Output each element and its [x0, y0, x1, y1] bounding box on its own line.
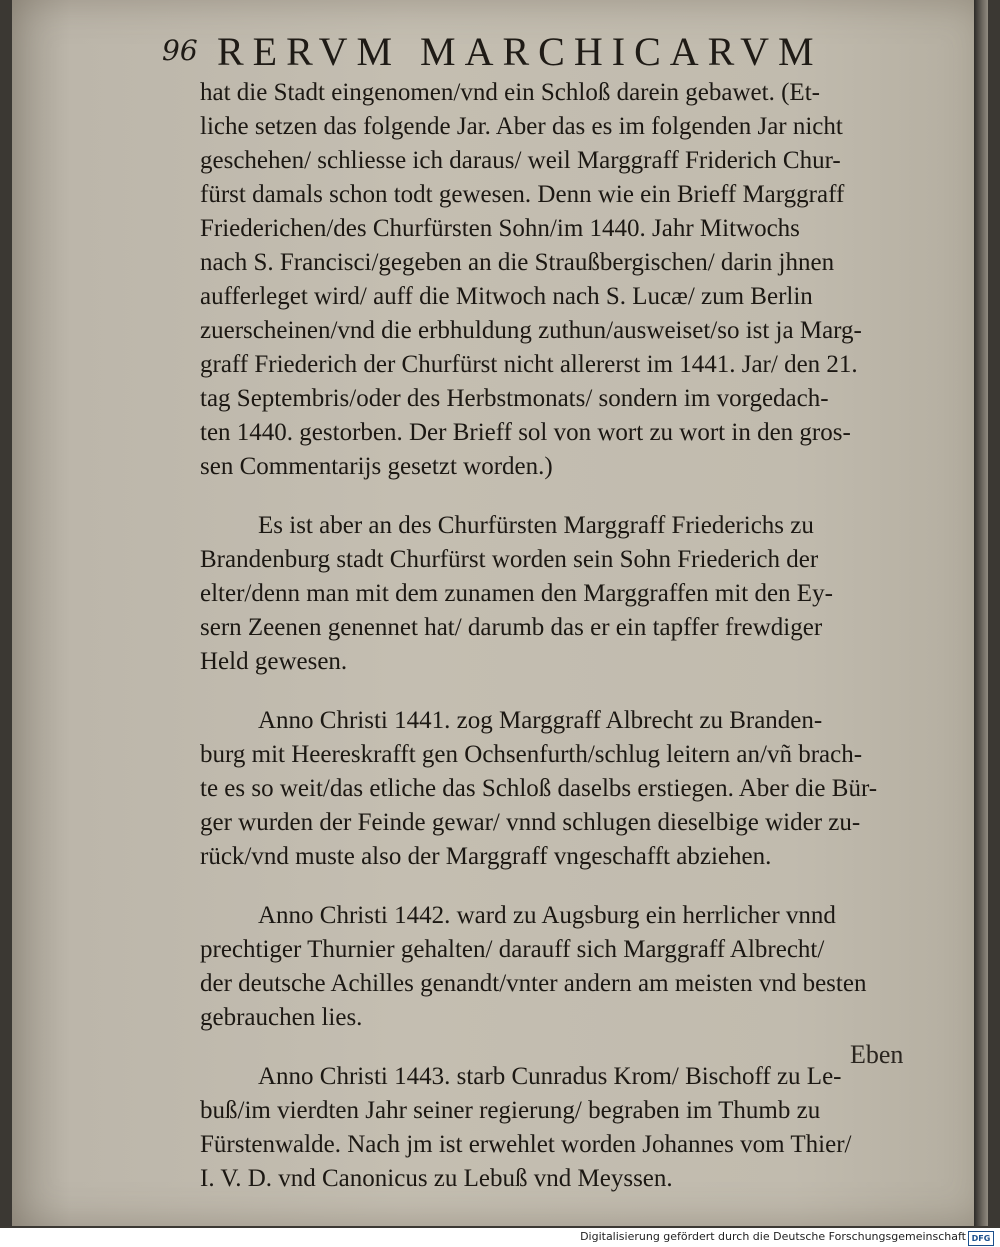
paragraph-gap [200, 874, 916, 899]
paragraph-1 [200, 76, 916, 484]
digitization-credit: Digitalisierung gefördert durch die Deutsche Forschungsgemeinschaft [580, 1230, 966, 1243]
paragraph-gap [200, 484, 916, 509]
text-line: sen Commentarijs gesetzt worden.) [200, 453, 553, 480]
text-line: elter/denn man mit dem zunamen den Marggraffen mit den Ey- [200, 580, 833, 607]
text-line: der deutsche Achilles genandt/vnter andern am meisten vnd besten [200, 970, 867, 997]
page-number: 96 [162, 34, 198, 67]
text-line: zuerscheinen/vnd die erbhuldung zuthun/ausweiset/so ist ja Marg- [200, 317, 862, 344]
text-line: te es so weit/das etliche das Schloß daselbs erstiegen. Aber die Bür- [200, 775, 878, 802]
text-line: nach S. Francisci/gegeben an die Straußbergischen/ darin jhnen [200, 249, 835, 276]
text-line: Anno Christi 1443. starb Cunradus Krom/ Bischoff zu Le- [258, 1063, 842, 1090]
text-line: Anno Christi 1442. ward zu Augsburg ein herrlicher vnnd [258, 902, 836, 929]
page-gutter-shadow [974, 0, 988, 1226]
catchword: Eben [850, 1040, 904, 1069]
text-line: fürst damals schon todt gewesen. Denn wie ein Brieff Marggraff [200, 181, 845, 208]
text-line: Anno Christi 1441. zog Marggraff Albrecht zu Branden- [258, 707, 823, 734]
text-line: Brandenburg stadt Churfürst worden sein Sohn Friederich der [200, 546, 819, 573]
text-line: sern Zeenen genennet hat/ darumb das er ein tapffer frewdiger [200, 614, 823, 641]
text-line: Fürstenwalde. Nach jm ist erwehlet worden Johannes vom Thier/ [200, 1131, 852, 1158]
text-line: geschehen/ schliesse ich daraus/ weil Marggraff Friderich Chur- [200, 147, 841, 174]
dfg-logo-icon: DFG [968, 1231, 994, 1246]
paragraph-gap [200, 679, 916, 704]
paragraph-gap [200, 1035, 916, 1060]
text-line: ger wurden der Feinde gewar/ vnnd schlugen dieselbige wider zu- [200, 809, 861, 836]
page-header [162, 28, 922, 74]
text-line: burg mit Heereskrafft gen Ochsenfurth/schlug leitern an/vñ brach- [200, 741, 863, 768]
text-line: ten 1440. gestorben. Der Brieff sol von wort zu wort in den gros- [200, 419, 851, 446]
paragraph-4 [200, 899, 916, 1035]
text-line: Held gewesen. [200, 648, 348, 675]
text-line: Friederichen/des Churfürsten Sohn/im 1440. Jahr Mitwochs [200, 215, 800, 242]
page-body [200, 76, 916, 1196]
paragraph-2 [200, 509, 916, 679]
text-line: graff Friederich der Churfürst nicht allererst im 1441. Jar/ den 21. [200, 351, 858, 378]
paragraph-5 [200, 1060, 916, 1196]
text-line: rück/vnd muste also der Marggraff vngeschafft abziehen. [200, 843, 772, 870]
text-line: prechtiger Thurnier gehalten/ darauff sich Marggraff Albrecht/ [200, 936, 825, 963]
text-line: buß/im vierdten Jahr seiner regierung/ begraben im Thumb zu [200, 1097, 821, 1124]
paragraph-3 [200, 704, 916, 874]
text-line: I. V. D. vnd Canonicus zu Lebuß vnd Meyssen. [200, 1165, 673, 1192]
text-line: gebrauchen lies. [200, 1004, 363, 1031]
text-line: hat die Stadt eingenomen/vnd ein Schloß darein gebawet. (Et- [200, 79, 820, 106]
text-line: liche setzen das folgende Jar. Aber das es im folgenden Jar nicht [200, 113, 843, 140]
text-line: Es ist aber an des Churfürsten Marggraff Friederichs zu [258, 512, 814, 539]
text-line: aufferleget wird/ auff die Mitwoch nach S. Lucæ/ zum Berlin [200, 283, 813, 310]
running-head: RERVM MARCHICARVM [217, 29, 823, 74]
text-line: tag Septembris/oder des Herbstmonats/ sondern im vorgedach- [200, 385, 829, 412]
